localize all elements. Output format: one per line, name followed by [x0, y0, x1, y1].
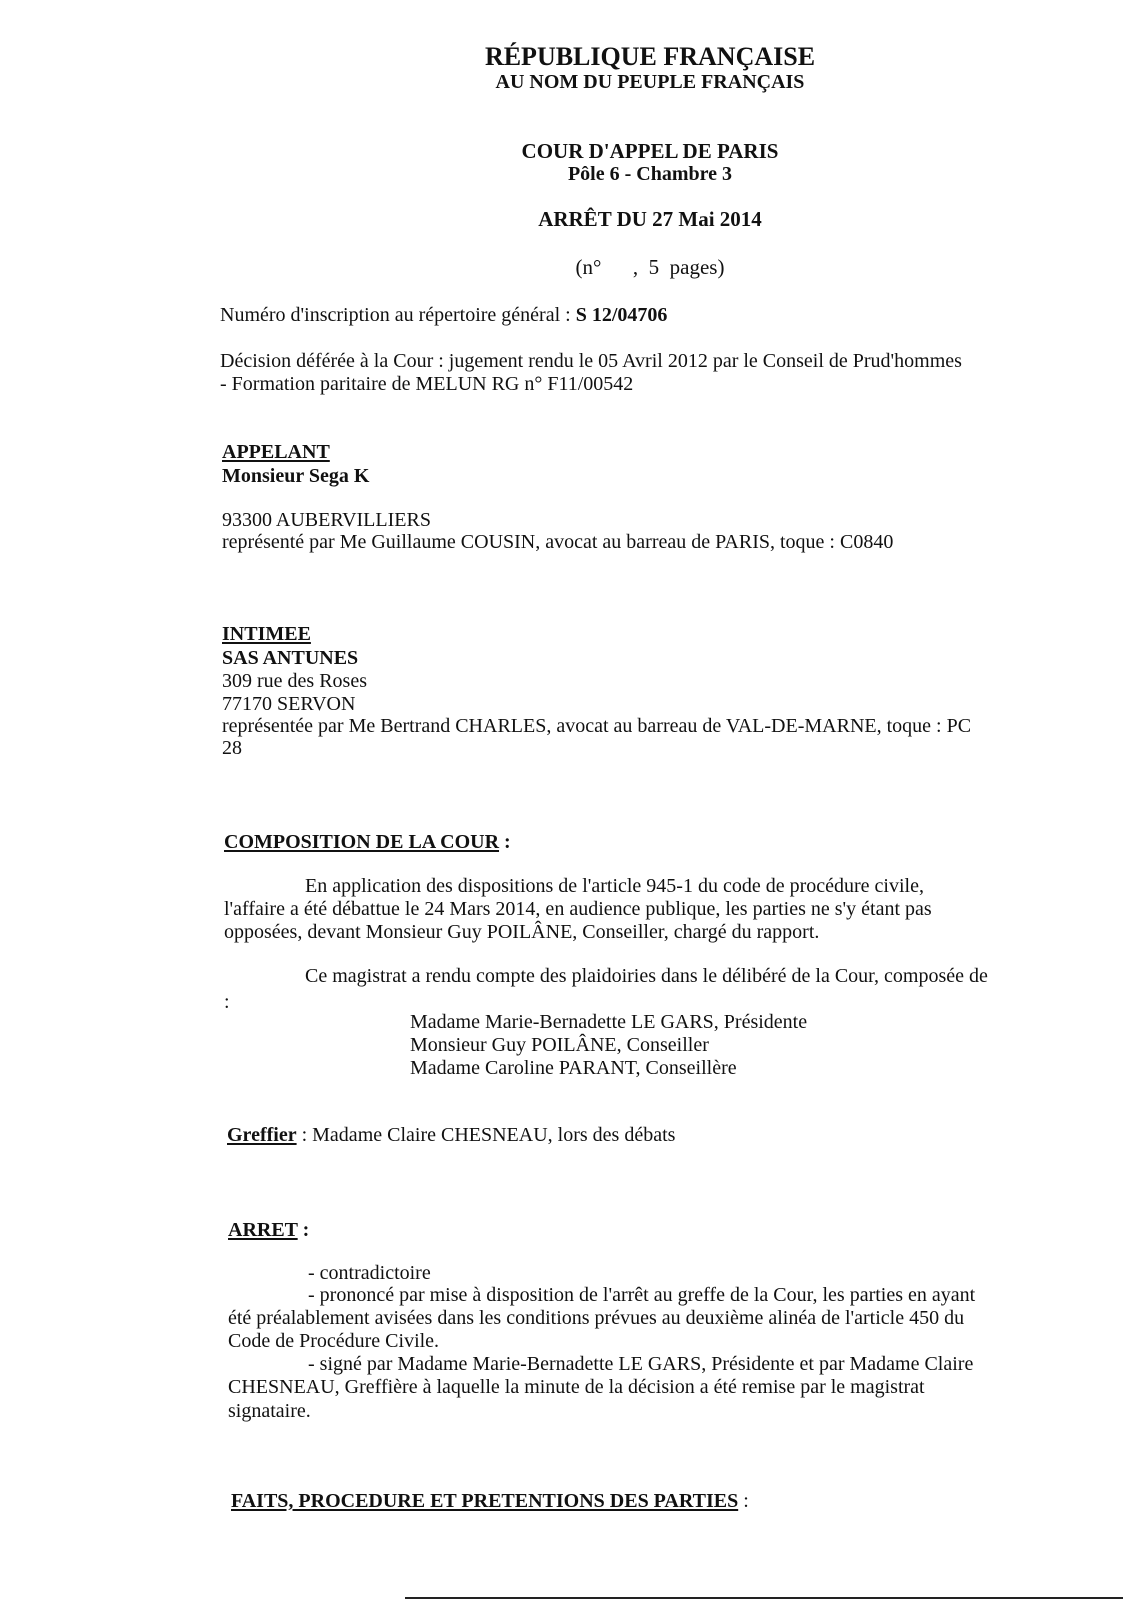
composition-heading-line: [224, 831, 511, 855]
intimee-city: 77170 SERVON: [222, 693, 356, 715]
appelant-heading: APPELANT: [222, 441, 330, 463]
arret-line-4: Code de Procédure Civile.: [228, 1330, 440, 1352]
composition-member: Madame Marie-Bernadette LE GARS, Présidente: [410, 1011, 808, 1033]
arret-line-6: CHESNEAU, Greffière à laquelle la minute de la décision a été remise par le magistrat: [228, 1376, 925, 1398]
appelant-name: Monsieur Sega K: [222, 465, 370, 487]
arret-heading-line: [228, 1219, 309, 1243]
composition-p1-line-2: l'affaire a été débattue le 24 Mars 2014, en audience publique, les parties ne s'y étant pas: [224, 898, 932, 920]
composition-p2-line-1: Ce magistrat a rendu compte des plaidoiries dans le délibéré de la Cour, composée de: [305, 965, 988, 987]
arret-heading: ARRET: [228, 1219, 298, 1241]
header-cour: COUR D'APPEL DE PARIS: [521, 139, 779, 163]
inscription-value: S 12/04706: [575, 304, 668, 326]
header-republique: RÉPUBLIQUE FRANÇAISE: [484, 42, 816, 71]
decision-line-1: Décision déférée à la Cour : jugement rendu le 05 Avril 2012 par le Conseil de Prud'hommes: [220, 350, 962, 372]
intimee-heading: INTIMEE: [222, 623, 311, 645]
header-numero: (n° , 5 pages): [575, 255, 725, 279]
greffier-line: [227, 1124, 675, 1148]
intimee-representation-2: 28: [222, 737, 242, 759]
bottom-divider: [405, 1597, 1123, 1599]
greffier-label: Greffier: [227, 1124, 297, 1146]
decision-line-2: - Formation paritaire de MELUN RG n° F11/00542: [220, 373, 634, 395]
arret-line-7: signataire.: [228, 1400, 311, 1422]
faits-heading: FAITS, PROCEDURE ET PRETENTIONS DES PARTIES: [231, 1490, 739, 1512]
intimee-name: SAS ANTUNES: [222, 647, 359, 669]
inscription-label: Numéro d'inscription au répertoire général :: [220, 304, 576, 326]
faits-heading-line: [231, 1490, 749, 1514]
header-arret-date: ARRÊT DU 27 Mai 2014: [538, 207, 762, 231]
appelant-representation: représenté par Me Guillaume COUSIN, avocat au barreau de PARIS, toque : C0840: [222, 531, 894, 553]
faits-colon: :: [738, 1490, 749, 1512]
inscription-line: [220, 304, 667, 328]
intimee-representation-1: représentée par Me Bertrand CHARLES, avocat au barreau de VAL-DE-MARNE, toque : PC: [222, 715, 972, 737]
composition-heading: COMPOSITION DE LA COUR: [224, 831, 500, 853]
intimee-street: 309 rue des Roses: [222, 670, 367, 692]
header-peuple: AU NOM DU PEUPLE FRANÇAIS: [495, 71, 805, 93]
composition-p2-line-2: :: [224, 991, 230, 1013]
arret-line-3: été préalablement avisées dans les conditions prévues au deuxième alinéa de l'article 450 du: [228, 1307, 965, 1329]
composition-p1-line-1: En application des dispositions de l'article 945-1 du code de procédure civile,: [305, 875, 924, 897]
appelant-city: 93300 AUBERVILLIERS: [222, 509, 431, 531]
composition-member: Madame Caroline PARANT, Conseillère: [410, 1057, 737, 1079]
header-pole: Pôle 6 - Chambre 3: [567, 163, 733, 185]
composition-member: Monsieur Guy POILÂNE, Conseiller: [410, 1034, 709, 1056]
arret-line-5: - signé par Madame Marie-Bernadette LE GARS, Présidente et par Madame Claire: [308, 1353, 974, 1375]
arret-line-1: - contradictoire: [308, 1262, 431, 1284]
arret-colon: :: [297, 1219, 310, 1241]
arret-line-2: - prononcé par mise à disposition de l'arrêt au greffe de la Cour, les parties en ayant: [308, 1284, 976, 1306]
composition-p1-line-3: opposées, devant Monsieur Guy POILÂNE, Conseiller, chargé du rapport.: [224, 921, 820, 943]
composition-colon: :: [499, 831, 511, 853]
greffier-text: : Madame Claire CHESNEAU, lors des débats: [296, 1124, 676, 1146]
